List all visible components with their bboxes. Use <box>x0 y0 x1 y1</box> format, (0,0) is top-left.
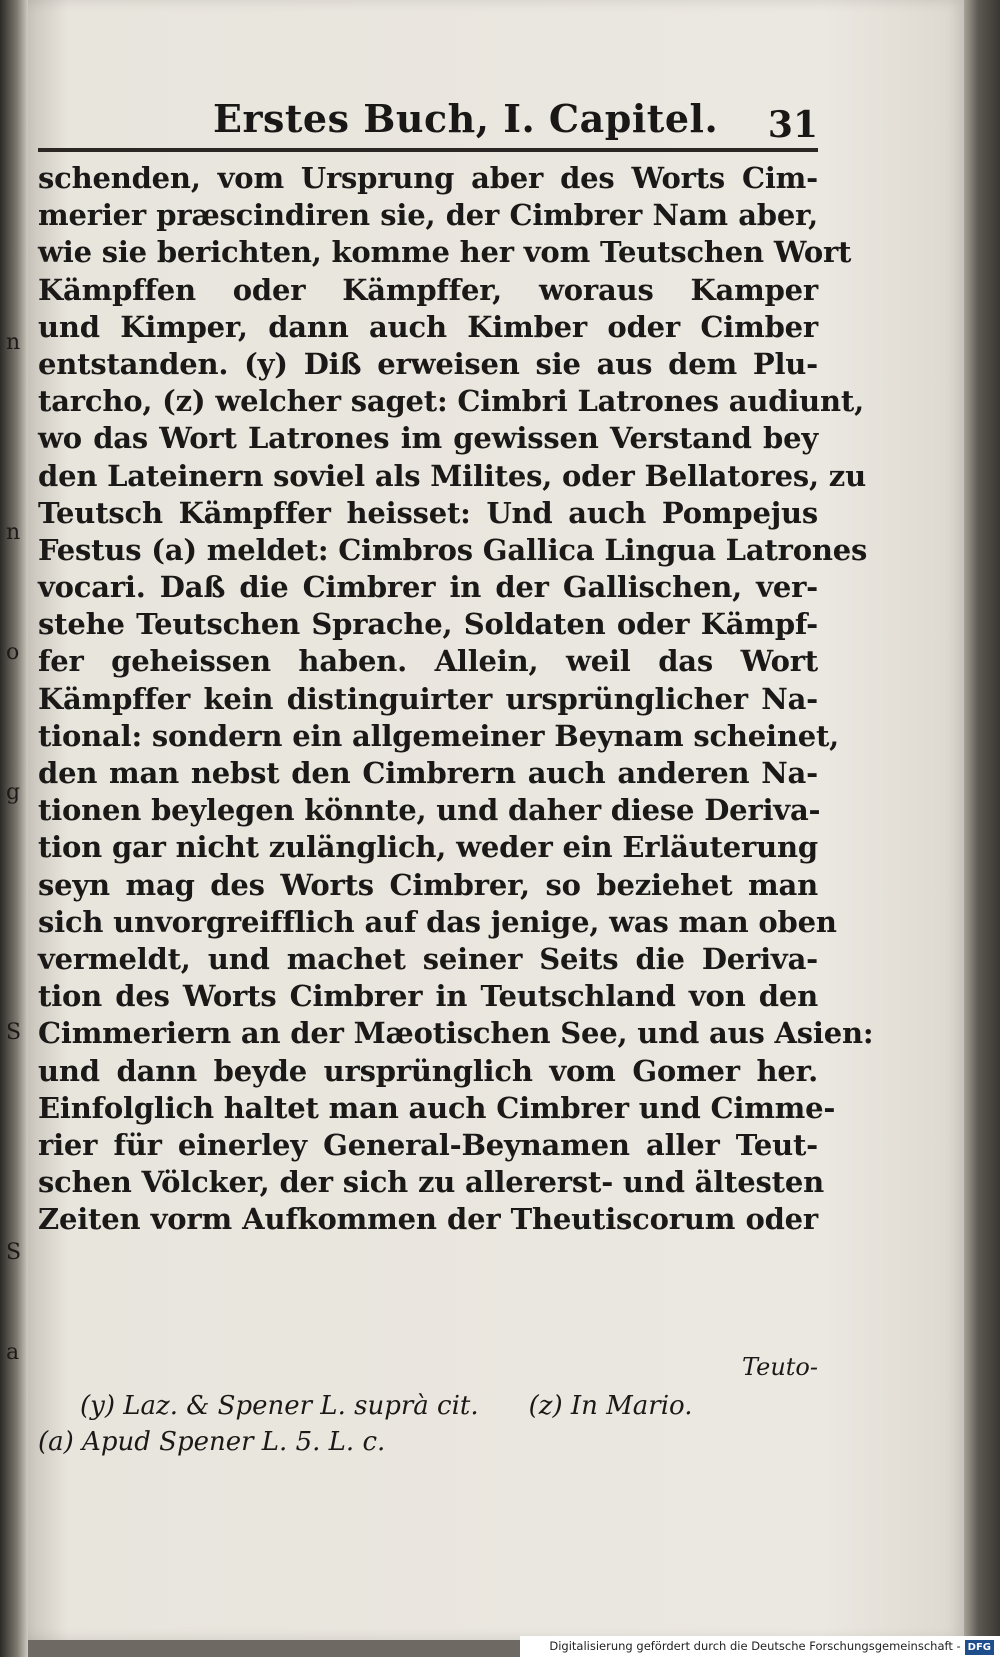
text-line: Einfolglich haltet man auch Cimbrer und Cimme- <box>38 1090 836 1125</box>
footnote-z: (z) In Mario. <box>528 1391 693 1421</box>
margin-fragment: n <box>6 520 21 545</box>
margin-fragment: S <box>6 1020 22 1045</box>
footnote-line <box>38 1388 818 1424</box>
digitization-credit <box>520 1636 1000 1657</box>
text-line: vocari. Daß die Cimbrer in der Gallischen, ver- <box>38 570 818 605</box>
text-line: tion des Worts Cimbrer in Teutschland von den <box>38 979 818 1014</box>
text-line: sich unvorgreifflich auf das jenige, was man oben <box>38 904 837 939</box>
text-line: Kämpffen oder Kämpffer, woraus Kamper <box>38 272 818 307</box>
text-line: entstanden. (y) Diß erweisen sie aus dem Plu- <box>38 346 818 381</box>
text-line: Festus (a) meldet: Cimbros Gallica Lingua Latrones <box>38 532 868 567</box>
margin-fragment: g <box>6 780 21 805</box>
margin-fragment: o <box>6 640 20 665</box>
text-line: vermeldt, und machet seiner Seits die Deriva- <box>38 941 818 976</box>
text-line: schenden, vom Ursprung aber des Worts Cim- <box>38 161 818 195</box>
body-text <box>38 160 874 1238</box>
text-line: rier für einerley General-Beynamen aller Teut- <box>38 1127 818 1162</box>
catchword: Teuto- <box>741 1353 818 1381</box>
footnote-a: (a) Apud Spener L. 5. L. c. <box>38 1427 386 1457</box>
text-line: merier præscindiren sie, der Cimbrer Nam aber, <box>38 198 818 233</box>
text-line: tionen beylegen könnte, und daher diese Deriva- <box>38 793 821 828</box>
page-right-edge <box>964 0 1000 1657</box>
text-line: schen Völcker, der sich zu allererst- und ältesten <box>38 1165 824 1200</box>
text-line: Kämpffer kein distinguirter ursprünglicher Na- <box>38 681 818 716</box>
margin-fragment: n <box>6 330 21 355</box>
footnote-y: (y) Laz. & Spener L. suprà cit. <box>80 1391 479 1421</box>
facing-page-margin <box>2 0 28 1657</box>
text-line: fer geheissen haben. Allein, weil das Wort <box>38 644 818 679</box>
text-line: seyn mag des Worts Cimbrer, so beziehet man <box>38 867 818 902</box>
text-line: den Lateinern soviel als Milites, oder Bellatores, zu <box>38 458 866 493</box>
text-line: wie sie berichten, komme her vom Teutschen Wort <box>38 235 852 270</box>
text-line: tarcho, (z) welcher saget: Cimbri Latrones audiunt, <box>38 384 865 419</box>
text-line: und dann beyde ursprünglich vom Gomer her. <box>38 1053 818 1088</box>
text-line: wo das Wort Latrones im gewissen Verstand bey <box>38 421 818 456</box>
text-line: Teutsch Kämpffer heisset: Und auch Pompejus <box>38 495 818 530</box>
margin-fragment: a <box>6 1340 20 1365</box>
header-rule <box>38 148 818 152</box>
credit-text: Digitalisierung gefördert durch die Deutsche Forschungsgemeinschaft - <box>549 1639 961 1653</box>
page-header <box>38 96 818 156</box>
text-line: stehe Teutschen Sprache, Soldaten oder Kämpf- <box>38 607 818 642</box>
text-line: tion gar nicht zulänglich, weder ein Erläuterung <box>38 830 818 865</box>
text-line: und Kimper, dann auch Kimber oder Cimber <box>38 309 818 344</box>
text-line: den man nebst den Cimbrern auch anderen Na- <box>38 756 818 790</box>
footnotes <box>38 1388 818 1460</box>
footnote-line <box>38 1424 818 1460</box>
margin-fragment: S <box>6 1240 22 1265</box>
text-line: Zeiten vorm Aufkommen der Theutiscorum oder <box>38 1202 818 1237</box>
page-number: 31 <box>767 104 818 146</box>
text-line: tional: sondern ein allgemeiner Beynam scheinet, <box>38 718 840 753</box>
running-head: Erstes Buch, I. Capitel. <box>213 96 719 141</box>
dfg-logo: DFG <box>965 1640 994 1655</box>
text-line: Cimmeriern an der Mæotischen See, und aus Asien: <box>38 1016 874 1051</box>
